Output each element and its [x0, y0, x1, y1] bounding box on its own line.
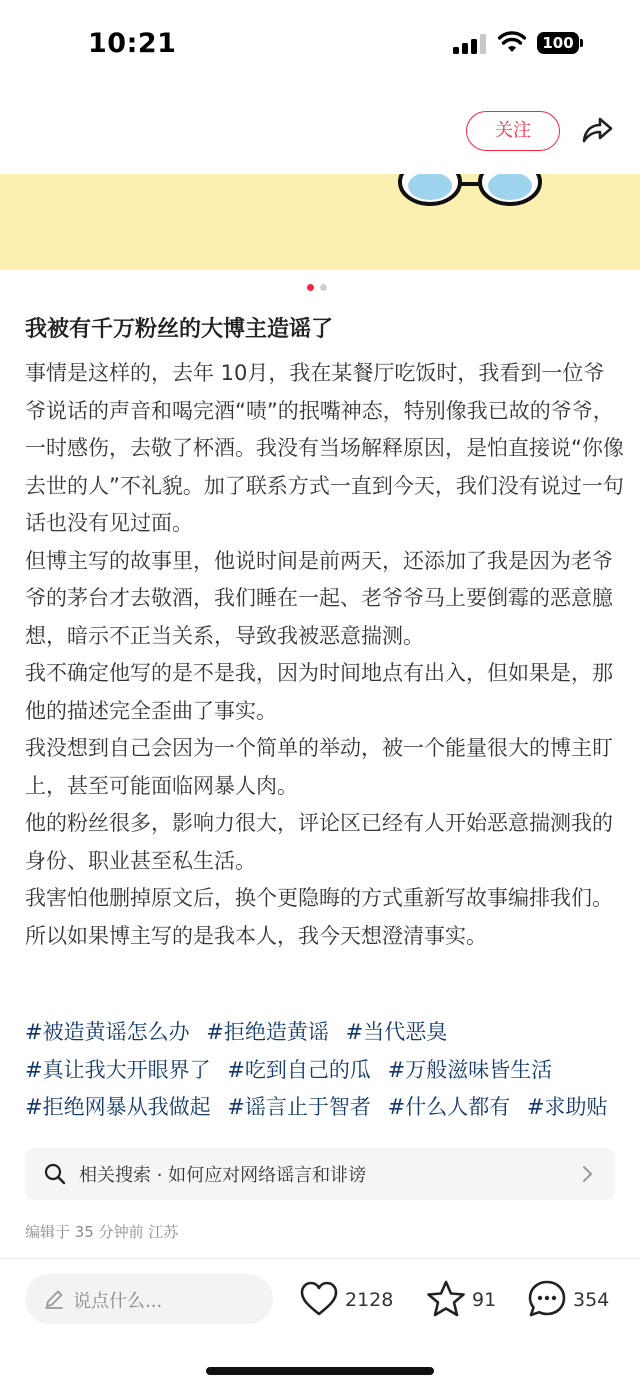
wifi-icon [498, 31, 526, 53]
comment-button[interactable] [527, 1279, 617, 1321]
battery-icon [537, 32, 583, 54]
hashtag-link[interactable]: #拒绝网暴从我做起 [25, 1095, 211, 1119]
comment-bubble-icon [527, 1279, 567, 1319]
status-bar [0, 0, 640, 90]
comment-count: 354 [573, 1289, 610, 1311]
like-count: 2128 [345, 1289, 394, 1311]
hashtag-link[interactable]: #什么人都有 [387, 1095, 511, 1119]
chevron-right-icon [577, 1163, 597, 1185]
like-button[interactable] [299, 1279, 399, 1321]
battery-tip [580, 39, 583, 47]
post-paragraph: 所以如果博主写的是我本人，我今天想澄清事实。 [25, 923, 487, 948]
heart-icon [299, 1279, 339, 1319]
hashtag-link[interactable]: #谣言止于智者 [227, 1095, 371, 1119]
battery-level: 100 [537, 32, 579, 54]
hashtag-link[interactable]: #吃到自己的瓜 [227, 1057, 371, 1082]
post-paragraph: 但博主写的故事里，他说时间是前两天，还添加了我是因为老爷爷的茅台才去敬酒，我们睡在一起、老爷爷马上要倒霉的恶意臆想，暗示不正当关系，导致我被恶意揣测。 [25, 548, 613, 648]
comment-placeholder: 说点什么... [73, 1291, 163, 1312]
collect-button[interactable] [426, 1279, 500, 1321]
image-pager [0, 284, 640, 294]
pager-dot [320, 284, 327, 291]
post-image[interactable] [0, 174, 640, 270]
collect-count: 91 [472, 1289, 497, 1311]
pager-dot-active [307, 284, 314, 291]
hashtag-link[interactable]: #被造黄谣怎么办 [25, 1020, 190, 1044]
comment-input[interactable] [25, 1274, 273, 1324]
cartoon-eyes-illustration [388, 174, 558, 214]
hashtag-link[interactable]: #万般滋味皆生活 [387, 1057, 553, 1082]
post-body [25, 355, 625, 955]
star-icon [426, 1279, 466, 1319]
hashtag-link[interactable]: #求助贴 [526, 1095, 608, 1119]
top-nav [0, 100, 640, 164]
search-icon [43, 1162, 67, 1186]
home-indicator[interactable] [206, 1367, 434, 1375]
related-search-text: 相关搜索 · 如何应对网络谣言和诽谤 [79, 1165, 367, 1186]
share-icon[interactable] [580, 112, 614, 146]
post-paragraph: 事情是这样的，去年 10月，我在某餐厅吃饭时，我看到一位爷爷说话的声音和喝完酒“啧”的抿嘴神态，特别像我已故的爷爷，一时感伤，去敬了杯酒。我没有当场解释原因，是怕直接说“你像去世的人”不礼貌。加了联系方式一直到今天，我们没有说过一句话也没有见过面。 [25, 361, 624, 535]
status-time: 10:21 [88, 28, 177, 59]
cellular-signal-icon [453, 34, 489, 54]
post-paragraph: 他的粉丝很多，影响力很大，评论区已经有人开始恶意揣测我的身份、职业甚至私生活。 [25, 811, 613, 873]
related-search-bar[interactable] [25, 1148, 615, 1200]
hashtag-list [25, 1014, 630, 1127]
post-title: 我被有千万粉丝的大博主造谣了 [25, 317, 334, 342]
pencil-icon [43, 1288, 65, 1310]
post-paragraph: 我不确定他写的是不是我，因为时间地点有出入，但如果是，那他的描述完全歪曲了事实。 [25, 661, 613, 723]
post-paragraph: 我没想到自己会因为一个简单的举动，被一个能量很大的博主盯上，甚至可能面临网暴人肉。 [25, 736, 613, 798]
hashtag-link[interactable]: #拒绝造黄谣 [206, 1020, 329, 1044]
edit-timestamp: 编辑于 35 分钟前 江苏 [25, 1223, 179, 1241]
follow-button[interactable]: 关注 [466, 111, 560, 151]
hashtag-link[interactable]: #当代恶臭 [345, 1020, 448, 1044]
post-paragraph: 我害怕他删掉原文后，换个更隐晦的方式重新写故事编排我们。 [25, 886, 613, 910]
hashtag-link[interactable]: #真让我大开眼界了 [25, 1057, 211, 1082]
